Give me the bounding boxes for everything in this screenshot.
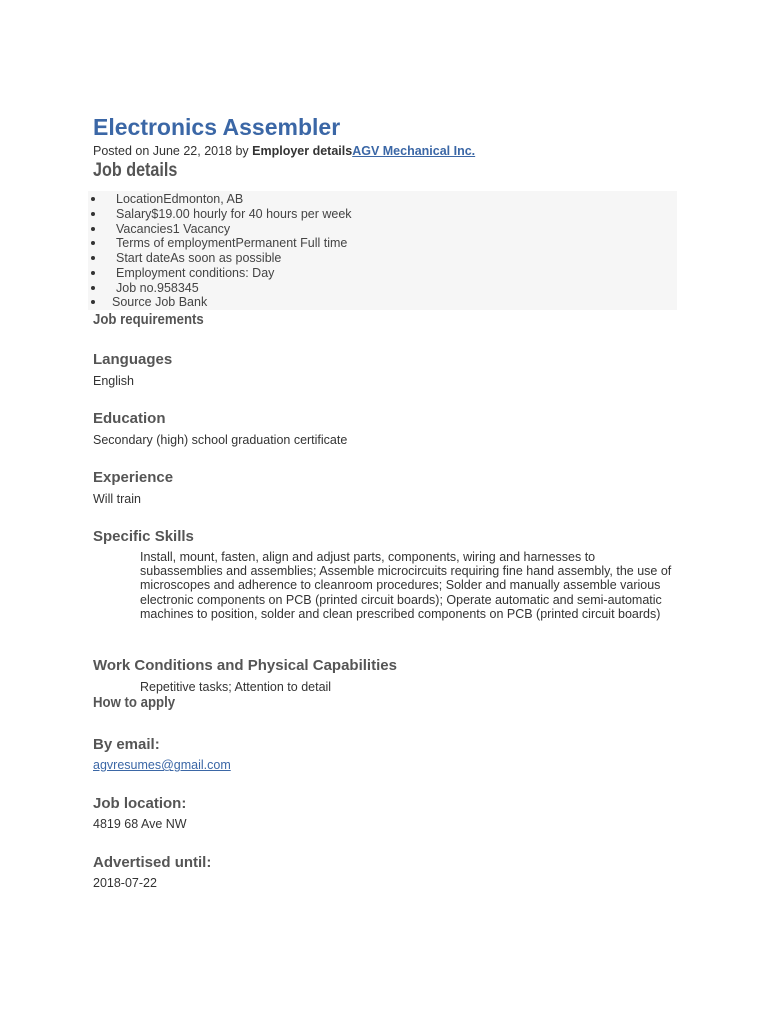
bullet-icon — [91, 286, 95, 290]
education-heading: Education — [93, 410, 166, 427]
employer-details-label: Employer details — [252, 144, 353, 158]
bullet-icon — [91, 300, 95, 304]
bullet-icon — [91, 227, 95, 231]
detail-source: Source Job Bank — [112, 295, 208, 309]
job-location-value: 4819 68 Ave NW — [93, 817, 187, 831]
list-item — [116, 281, 199, 295]
experience-heading: Experience — [93, 469, 174, 486]
list-item — [116, 251, 281, 265]
bullet-icon — [91, 241, 95, 245]
list-item — [116, 192, 243, 206]
employer-name-link[interactable]: AGV Mechanical Inc. — [352, 144, 476, 158]
work-conditions-value: Repetitive tasks; Attention to detail — [140, 680, 332, 694]
advertised-until-value: 2018-07-22 — [93, 876, 157, 890]
bullet-icon — [91, 212, 95, 216]
education-value: Secondary (high) school graduation certificate — [93, 433, 348, 447]
bullet-icon — [91, 271, 95, 275]
bullet-icon — [91, 256, 95, 260]
specific-skills-value: Install, mount, fasten, align and adjust parts, components, wiring and harnesses to subassemblies and assemblies; Assemble microcircuits requiring fine hand assembly, the use of microscopes and adherence to cleanroom procedures; Solder and manually assemble various electronic components on PCB (printed circuit boards); Operate automatic and semi-automatic machines to position, solder and clean prescribed components on PCB (printed circuit boards) — [140, 550, 672, 621]
specific-skills-heading: Specific Skills — [93, 528, 194, 545]
advertised-until-heading: Advertised until: — [93, 854, 212, 871]
detail-location: LocationEdmonton, AB — [116, 192, 244, 206]
job-requirements-heading: Job requirements — [93, 311, 204, 328]
how-to-apply-heading: How to apply — [93, 694, 176, 711]
job-title: Electronics Assembler — [93, 114, 341, 140]
job-location-heading: Job location: — [93, 795, 187, 812]
list-item — [112, 295, 207, 309]
detail-vacancies: Vacancies1 Vacancy — [116, 222, 231, 236]
detail-employment-conditions: Employment conditions: Day — [116, 266, 275, 280]
experience-value: Will train — [93, 492, 141, 506]
posted-line — [93, 144, 475, 159]
bullet-icon — [91, 197, 95, 201]
languages-value: English — [93, 374, 134, 388]
list-item — [116, 207, 352, 221]
detail-start-date: Start dateAs soon as possible — [116, 251, 282, 265]
detail-terms: Terms of employmentPermanent Full time — [116, 236, 348, 250]
list-item — [116, 236, 347, 250]
detail-job-number: Job no.958345 — [116, 281, 199, 295]
work-conditions-heading: Work Conditions and Physical Capabilities — [93, 657, 397, 674]
job-details-heading: Job details — [93, 160, 178, 181]
list-item — [116, 266, 274, 280]
list-item — [116, 222, 230, 236]
posted-date-text: Posted on June 22, 2018 by — [93, 144, 253, 158]
email-link[interactable]: agvresumes@gmail.com — [93, 758, 231, 772]
detail-salary: Salary$19.00 hourly for 40 hours per week — [116, 207, 352, 221]
by-email-heading: By email: — [93, 736, 160, 753]
languages-heading: Languages — [93, 351, 173, 368]
